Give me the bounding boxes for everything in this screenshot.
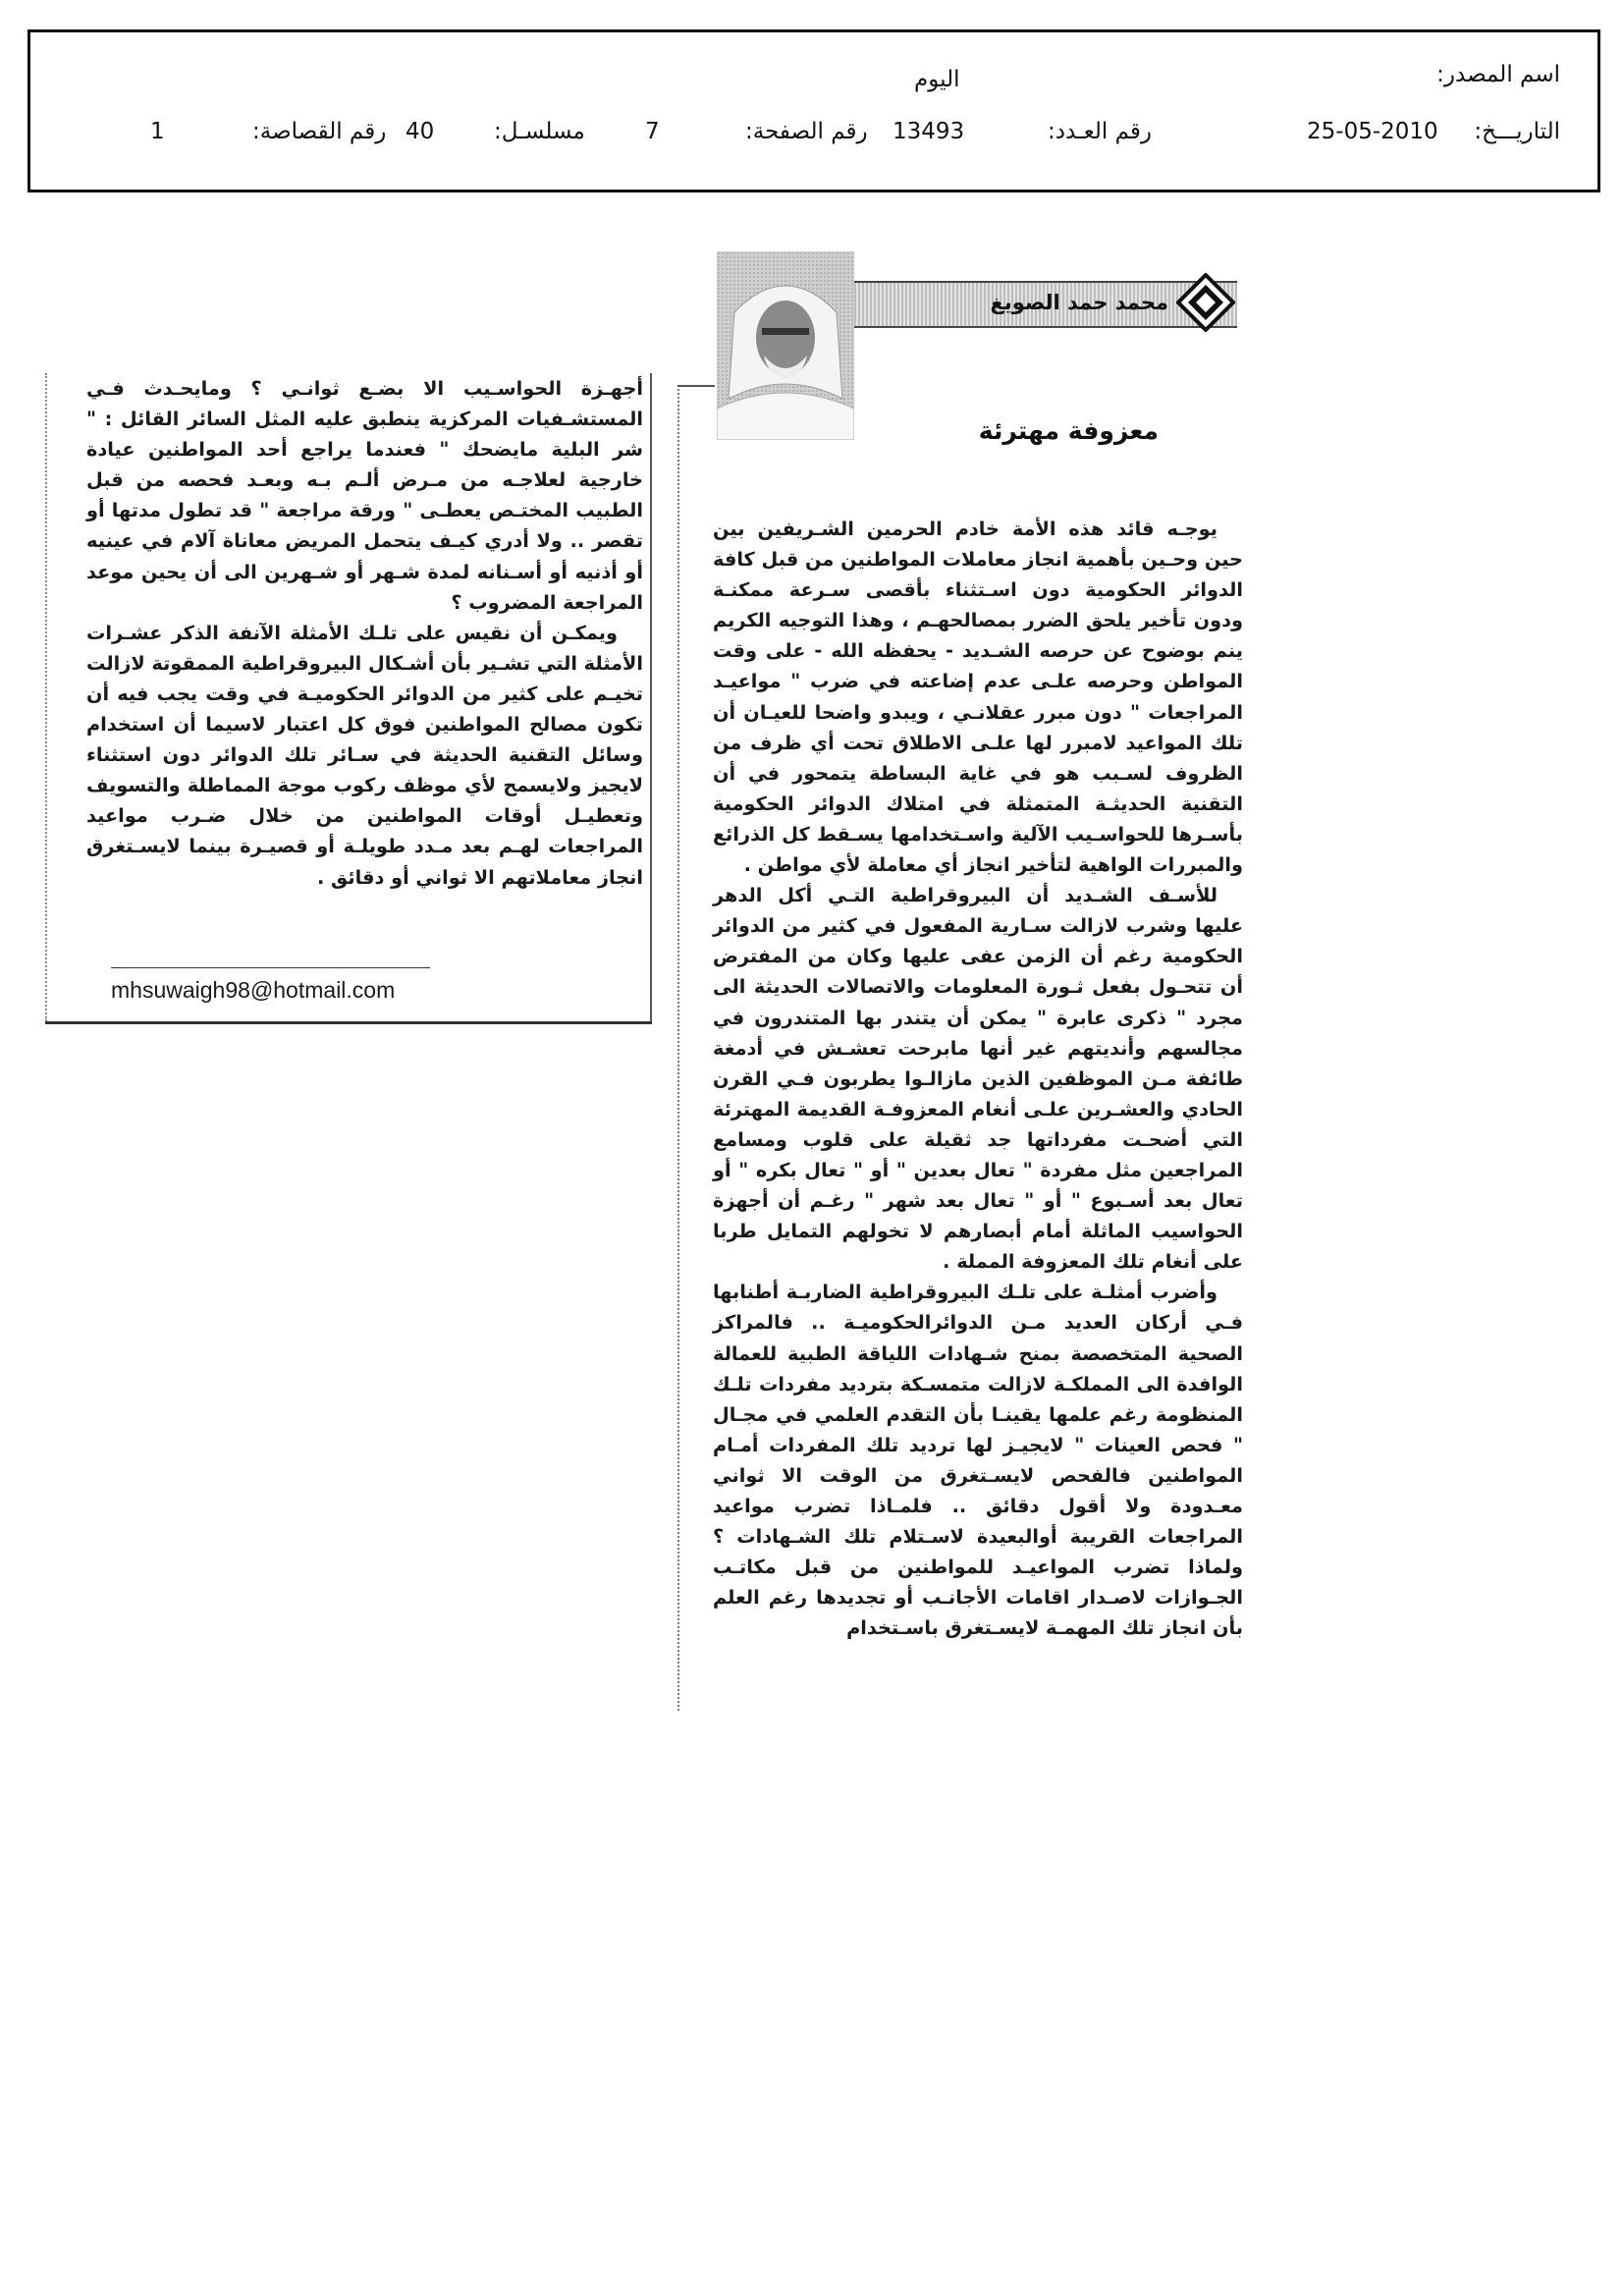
diamond-icon — [1176, 273, 1235, 332]
author-name: محمد حمد الصويغ — [990, 291, 1168, 314]
paragraph: للأسـف الشـديد أن البيروقراطية التـي أكل الدهر عليها وشرب لازالت سـارية المفعول في كثير من الدوائر الحكومية رغم أن الزمن عفى عليها وكان من المفترض أن تتحـول بفعل ثـورة المعلومات والاتصالات الحديثة الى مجرد " ذكرى عابرة " يمكن أن يتندر بها المتندرون في مجالسهم وأنديتهم غير أنها مابرحت تعشـش في أدمغة طائفة مـن الموظفين الذين مازالـوا يطربون فـي القرن الحادي والعشـرين علـى أنغام المعزوفـة القديمة المهترئة التي أضحـت مفرداتها جد ثقيلة على قلوب ومسامع المراجعين مثل مفردة " تعال بعدين " أو " تعال بكره " أو تعال بعد أسـبوع " أو " تعال بعد شهر " رغـم أن أجهزة الحواسيب الماثلة أمام أبصارهم لا تخولهم التمايل طربا على أنغام تلك المعزوفة المملة . — [713, 884, 1243, 1274]
paragraph: أجهـزة الحواسـيب الا بضـع ثوانـي ؟ ومايحـدث فـي المستشـفيات المركزية ينطبق عليه المثل السائر القائل : " شر البلية مايضحك " فعندما يراجع أحد المواطنين عيادة خارجية لعلاجـه من مـرض ألـم بـه وبعـد فحصه من قبل الطبيب المختـص يعطـى " ورقة مراجعة " قد تطول مدتها أو تقصر .. ولا أدري كيـف يتحمل المريض معاناة آلام في عينيه أو أذنيه أو أسـنانه لمدة شـهر أو شـهرين الى أن يحين موعد المراجعة المضروب ؟ — [86, 377, 643, 614]
left-column-border-bottom — [45, 1021, 652, 1024]
author-photo — [717, 251, 854, 440]
serial-label: مسلسـل: — [494, 119, 585, 144]
signature-divider — [111, 967, 430, 968]
date-label: التاريـــخ: — [1474, 119, 1560, 144]
paragraph: وأضرب أمثلـة على تلـك البيروقراطية الضاربـة أطنابها فـي أركان العديد مـن الدوائرالحكوميـة .. فالمراكز الصحية المتخصصة بمنح شـهادات اللياقة الطبية للعمالة الوافدة الى المملكـة لازالت متمسـكة بترديد مفردات تلـك المنظومة رغم علمها يقينـا بأن التقدم العلمي في مجـال " فحص العينات " لايجيـز لها ترديد تلك المفردات أمـام المواطنين فالفحص لايسـتغرق من الوقت الا ثواني معـدودة ولا أقول دقائق .. فلمـاذا تضرب مواعيد المراجعات القريبة أوالبعيدة لاسـتلام تلك الشـهادات ؟ ولماذا تضرب المواعيـد للمواطنين من قبل مكاتـب الجـوازات لاصـدار اقامات الأجانـب أو تجديدها رغم العلم بأن انجاز تلك المهمـة لايسـتغرق باسـتخدام — [713, 1281, 1243, 1640]
left-column-border — [45, 373, 47, 1021]
issue-label: رقم العـدد: — [1048, 119, 1153, 144]
article-masthead — [717, 251, 1237, 445]
source-value: اليوم — [914, 67, 960, 92]
serial-value: 40 — [406, 119, 435, 144]
page-value: 7 — [645, 119, 660, 144]
article-column-left — [86, 373, 643, 893]
issue-value: 13493 — [893, 119, 965, 144]
clipping-header — [27, 29, 1600, 192]
left-column-border-right — [650, 373, 652, 1021]
source-label: اسم المصدر: — [1436, 62, 1560, 87]
clip-value: 1 — [150, 119, 165, 144]
date-value: 25-05-2010 — [1307, 119, 1438, 144]
paragraph: ويمكـن أن نقيس على تلـك الأمثلة الآنفة الذكر عشـرات الأمثلة التي تشـير بأن أشـكال البيروقراطية الممقوتة لازالت تخيـم على كثير من الدوائر الحكوميـة في وقت يجب فيه أن تكون مصالح المواطنين فوق كل اعتبار لاسيما أن استخدام وسائل التقنية الحديثة في سـائر تلك الدوائر دون استثناء لايجيز ولايسمح لأي موظف ركوب موجة المماطلة والتسويف وتعطيـل أوقات المواطنين من خلال ضـرب مواعيد المراجعات لهـم بعد مـدد طويلـة أو قصيـرة بينما لايسـتغرق انجاز معاملاتهم الا ثواني أو دقائق . — [86, 621, 643, 889]
paragraph: يوجـه قائد هذه الأمة خادم الحرمين الشـريفين بين حين وحـين بأهمية انجاز معاملات المواطنين من قبل كافة الدوائر الحكومية دون اسـتثناء بأقصى سـرعة ممكنـة ودون تأخير يلحق الضرر بمصالحهـم ، وهذا التوجيه الكريم ينم بوضوح عن حرصه الشـديد - يحفظه الله - على وقت المواطن وحرصه علـى عدم إضاعته في ضرب " مواعيـد المراجعات " دون مبرر عقلانـي ، ويبدو واضحا للعيـان أن تلك المواعيد لامبرر لها علـى الاطلاق تحت أي ظرف من الظروف لسـبب هو في غاية البساطة يتمحور في أن التقنية الحديثـة المتمثلة في امتلاك الدوائر الحكومية بأسـرها للحواسـيب الآلية واسـتخدامها يسـقط كل الذرائع والمبررات الواهية لتأخير انجاز أي معاملة لأي مواطن . — [713, 518, 1243, 877]
column-divider — [677, 385, 679, 1711]
clip-label: رقم القصاصة: — [252, 119, 387, 144]
column-divider-top — [677, 385, 715, 387]
page-label: رقم الصفحة: — [745, 119, 868, 144]
author-email: mhsuwaigh98@hotmail.com — [111, 977, 396, 1003]
article-title: معزوفة مهترئة — [978, 416, 1159, 445]
article-column-right — [713, 514, 1243, 1643]
